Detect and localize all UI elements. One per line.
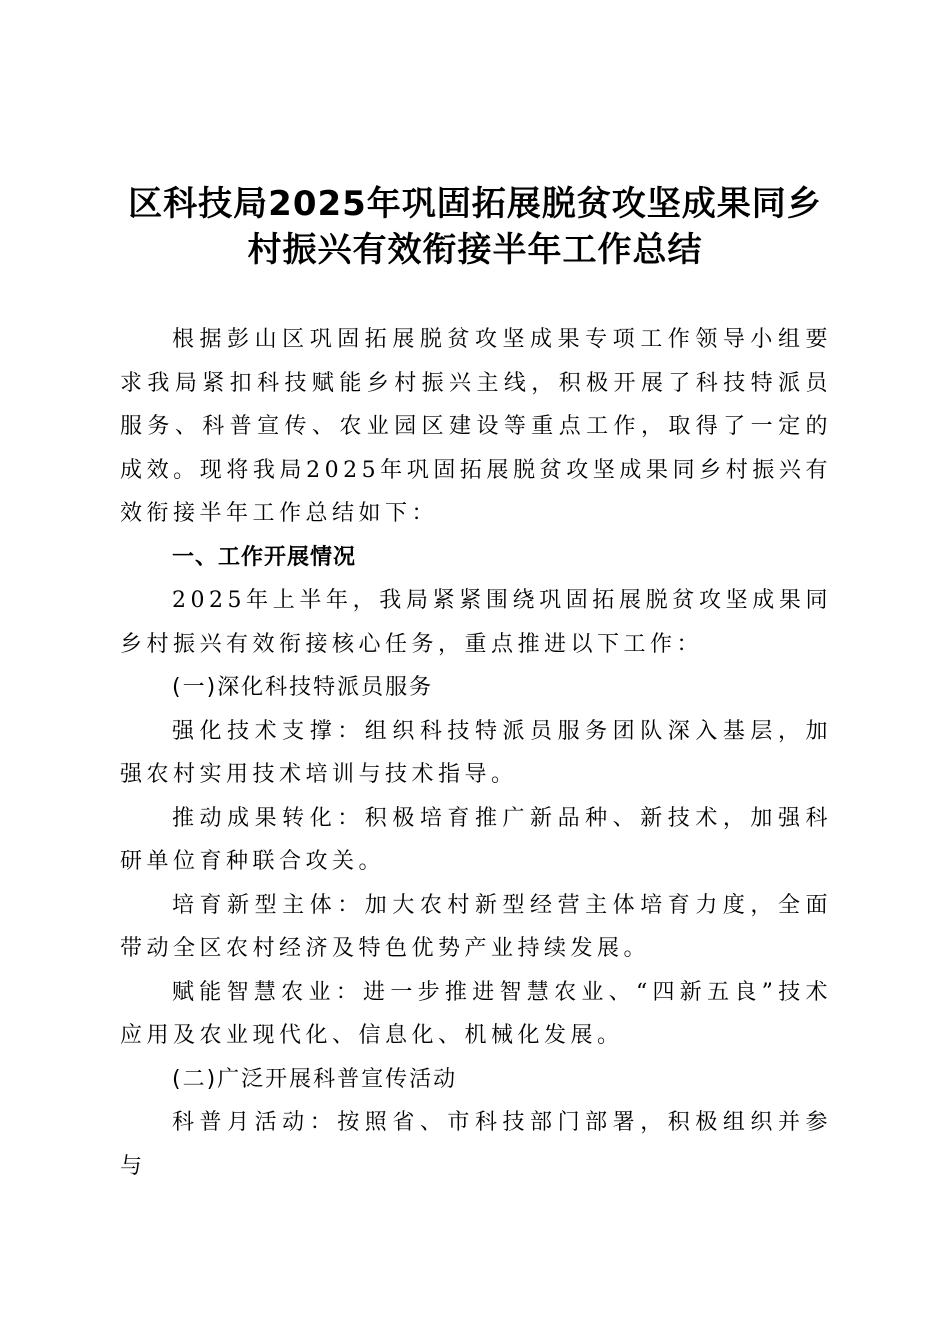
section-lead-paragraph: 2025年上半年，我局紧紧围绕巩固拓展脱贫攻坚成果同乡村振兴有效衔接核心任务，重点推进以下工作：	[120, 588, 832, 657]
subsection-heading: (二)广泛开展科普宣传活动	[172, 1066, 458, 1092]
paragraph-new-entities: 培育新型主体：加大农村新型经营主体培育力度，全面带动全区农村经济及特色优势产业持续发展。	[120, 892, 832, 961]
document-title-line-1: 区科技局2025年巩固拓展脱贫攻坚成果同乡	[128, 184, 822, 224]
intro-paragraph: 根据彭山区巩固拓展脱贫攻坚成果专项工作领导小组要求我局紧扣科技赋能乡村振兴主线，积极开展了科技特派员服务、科普宣传、农业园区建设等重点工作，取得了一定的成效。现将我局2025年巩固拓展脱贫攻坚成果同乡村振兴有效衔接半年工作总结如下：	[120, 327, 832, 526]
document-body	[120, 318, 832, 1188]
section-heading: 一、工作开展情况	[172, 544, 357, 570]
paragraph-result-transfer: 推动成果转化：积极培育推广新品种、新技术，加强科研单位育种联合攻关。	[120, 805, 832, 874]
document-title-line-2: 村振兴有效衔接半年工作总结	[247, 230, 703, 270]
subsection-heading: (一)深化科技特派员服务	[172, 675, 434, 700]
paragraph-tech-support: 强化技术支撑：组织科技特派员服务团队深入基层，加强农村实用技术培训与技术指导。	[120, 718, 832, 787]
paragraph-science-month: 科普月活动：按照省、市科技部门部署，积极组织并参与	[120, 1110, 832, 1179]
paragraph-smart-agriculture: 赋能智慧农业：进一步推进智慧农业、“四新五良”技术应用及农业现代化、信息化、机械化发展。	[120, 979, 832, 1048]
